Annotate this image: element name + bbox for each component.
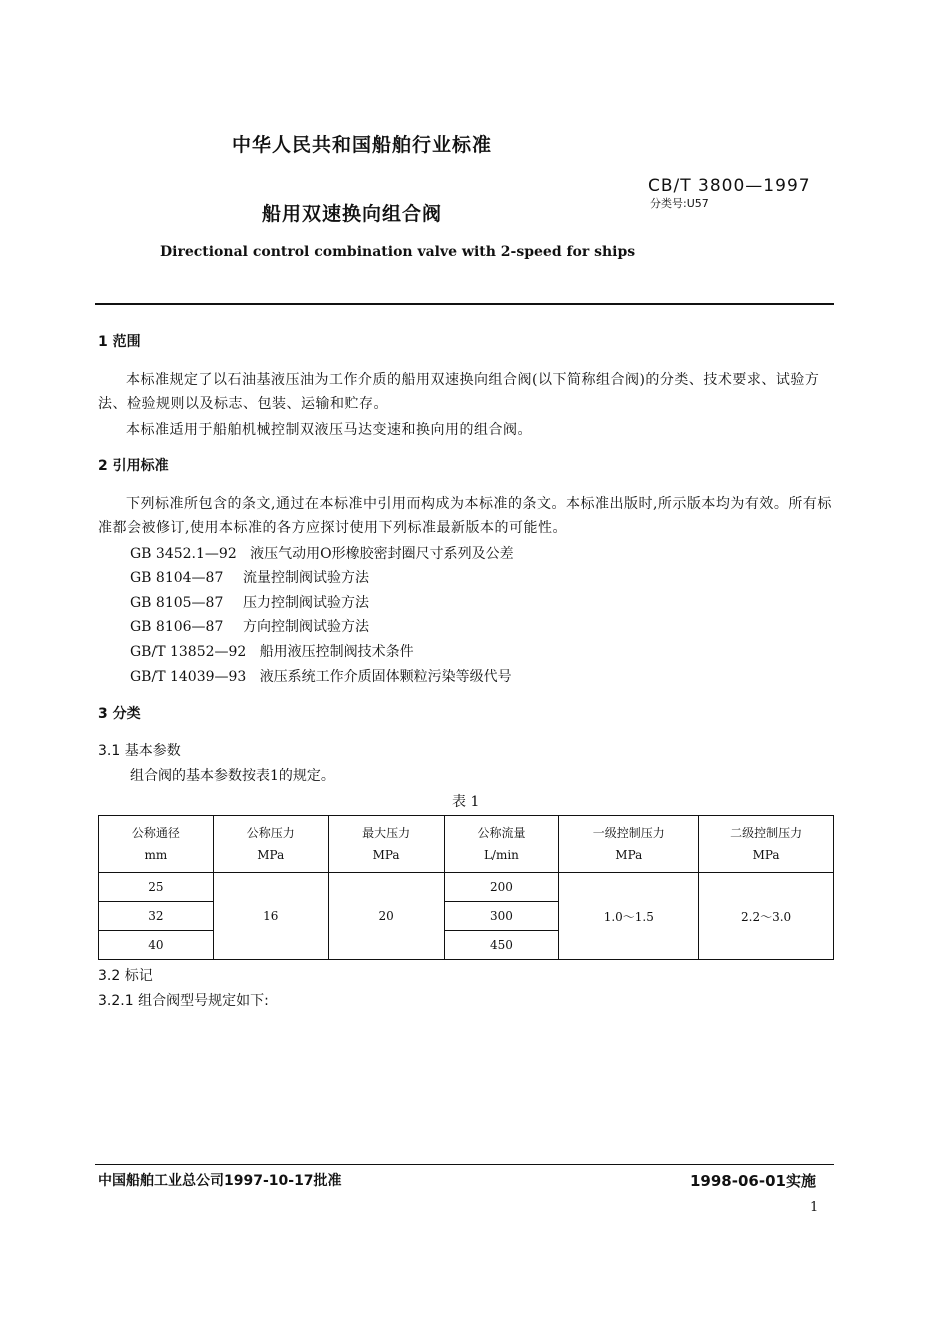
reference-title: 压力控制阀试验方法 [243,595,369,611]
reference-code: GB 8105—87 [130,595,224,611]
table-cell-stage2-pressure: 2.2～3.0 [699,873,834,960]
title-en: Directional control combination valve with 2-speed for ships [160,244,636,260]
table-cell-diameter: 40 [99,931,214,960]
reference-code: GB 8106—87 [130,619,224,635]
classification-number: 分类号:U57 [650,197,709,210]
header-divider [95,303,834,305]
section-1-heading: 1 范围 [98,334,141,350]
reference-title: 液压系统工作介质固体颗粒污染等级代号 [259,669,512,685]
reference-item [130,666,512,686]
reference-item [130,592,369,612]
table-header-row [99,816,834,873]
table-header-cell: 公称通径 mm [99,816,214,873]
table-header-cell: 公称压力 MPa [213,816,328,873]
reference-code: GB/T 13852—92 [130,644,247,660]
table-caption: 表 1 [452,794,480,810]
section-3-1-text: 组合阀的基本参数按表1的规定。 [130,768,335,784]
table-header-cell: 公称流量 L/min [444,816,559,873]
reference-code: GB 8104—87 [130,570,224,586]
table-cell-flow: 450 [444,931,559,960]
reference-item [130,567,369,587]
table-cell-stage1-pressure: 1.0～1.5 [559,873,699,960]
page-number: 1 [810,1200,819,1215]
section-2-heading: 2 引用标准 [98,458,169,474]
reference-item [130,641,414,661]
table-cell-max-pressure: 20 [328,873,444,960]
table-row [99,873,834,902]
approval-line: 中国船舶工业总公司1997-10-17批准 [98,1173,342,1189]
table-cell-diameter: 25 [99,873,214,902]
standard-number: CB/T 3800—1997 [648,176,811,196]
reference-item [130,616,369,636]
table-header-cell: 最大压力 MPa [328,816,444,873]
reference-code: GB/T 14039—93 [130,669,247,685]
implementation-date: 1998-06-01实施 [690,1172,816,1190]
reference-title: 液压气动用O形橡胶密封圈尺寸系列及公差 [250,546,514,562]
section-3-2-heading: 3.2 标记 [98,968,153,984]
table-header-cell: 二级控制压力 MPa [699,816,834,873]
footer-divider [95,1164,834,1165]
section-1-paragraph-2: 本标准适用于船舶机械控制双液压马达变速和换向用的组合阀。 [126,422,532,438]
table-cell-nominal-pressure: 16 [213,873,328,960]
section-3-2-1-text: 3.2.1 组合阀型号规定如下: [98,993,269,1009]
section-3-1-heading: 3.1 基本参数 [98,743,181,759]
table-header-cell: 一级控制压力 MPa [559,816,699,873]
section-3-heading: 3 分类 [98,706,141,722]
reference-title: 船用液压控制阀技术条件 [259,644,414,660]
table-cell-flow: 300 [444,902,559,931]
parameter-table [98,815,834,960]
table-cell-flow: 200 [444,873,559,902]
reference-title: 流量控制阀试验方法 [243,570,369,586]
section-1-paragraph-1: 本标准规定了以石油基液压油为工作介质的船用双速换向组合阀(以下简称组合阀)的分类、技术要求、试验方法、检验规则以及标志、包装、运输和贮存。 [98,372,820,412]
reference-item [130,543,514,563]
title-cn: 船用双速换向组合阀 [262,203,443,225]
section-2-paragraph: 下列标准所包含的条文,通过在本标准中引用而构成为本标准的条文。本标准出版时,所示版本均为有效。所有标准都会被修订,使用本标准的各方应探讨使用下列标准最新版本的可能性。 [98,496,832,536]
table-cell-diameter: 32 [99,902,214,931]
reference-title: 方向控制阀试验方法 [243,619,369,635]
reference-code: GB 3452.1—92 [130,546,237,562]
org-title: 中华人民共和国船舶行业标准 [232,134,493,156]
